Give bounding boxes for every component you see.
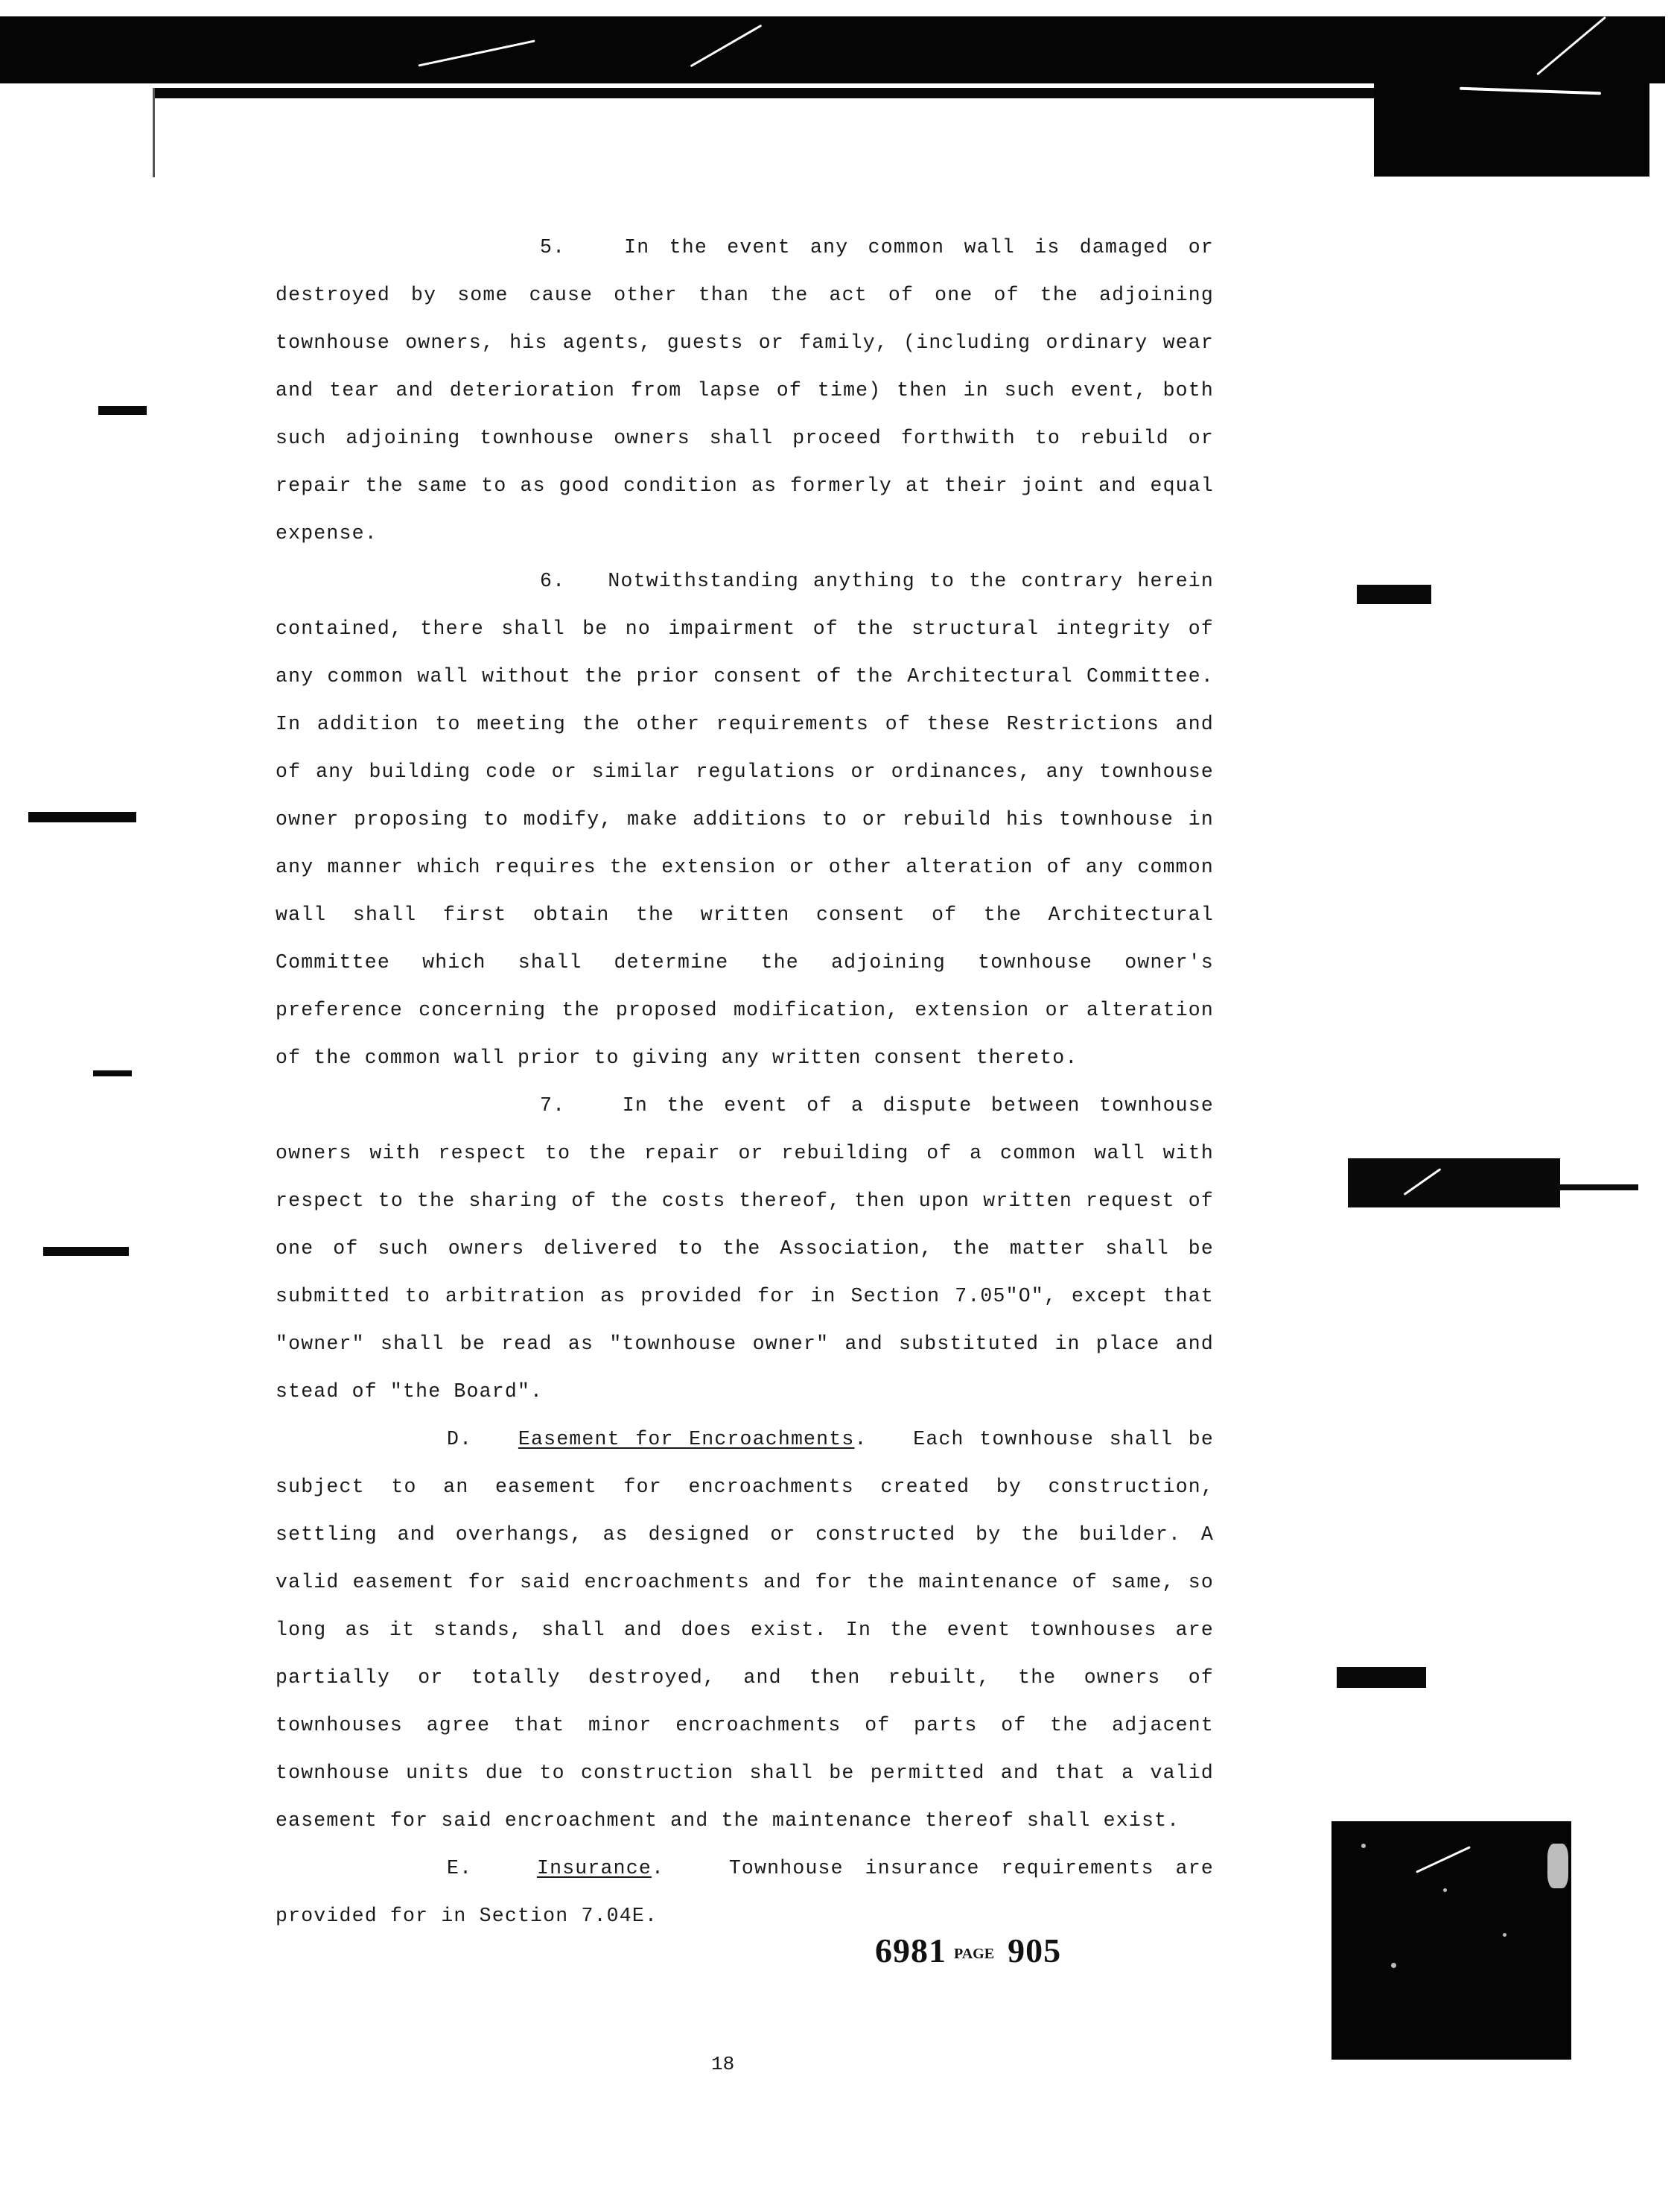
scan-speck (1443, 1888, 1447, 1892)
scan-scratch (1416, 1846, 1471, 1873)
scan-speck (1391, 1963, 1396, 1968)
section-e: E. Insurance. Townhouse insurance requirements are provided for in Section 7.04E. (276, 1857, 1214, 1927)
paragraph-5 (276, 223, 1214, 557)
section-letter: E. (447, 1857, 473, 1879)
section-heading: Easement for Encroachments (518, 1428, 855, 1450)
paragraph-text: In the event of a dispute between townhouse owners with respect to the repair or rebuilding of a common wall with respect to the sharing of the costs thereof, then upon written request of one of such owners delivered to the Association, the matter shall be submitted to arbitration as provided for in Section 7.05"O", except that "owner" shall be read as "townhouse owner" and substituted in place and stead of "the Board". (276, 1094, 1214, 1403)
section-letter: D. (447, 1428, 473, 1450)
scan-right-mark (1337, 1667, 1426, 1688)
scan-left-mark (28, 812, 136, 822)
paragraph-7 (276, 1082, 1214, 1415)
section-text: Each townhouse shall be subject to an easement for encroachments created by construction, settling and overhangs, as designed or constructed by the builder. A valid easement for said encroachments and for the maintenance of same, so long as it stands, shall and does exist. In the event townhouses are partially or totally destroyed, and then rebuilt, the owners of townhouses agree that minor encroachments of parts of the adjacent townhouse units due to construction shall be permitted and that a valid easement for said encroachment and the maintenance thereof shall exist. (276, 1428, 1214, 1832)
section-d: D. Easement for Encroachments. Each townhouse shall be subject to an easement for encroachments created by construction, settling and overhangs, as designed or constructed by the builder. A valid easement for said encroachments and for the maintenance of same, so long as it stands, shall and does exist. In the event townhouses are partially or totally destroyed, and then rebuilt, the owners of townhouses agree that minor encroachments of parts of the adjacent townhouse units due to construction shall be permitted and that a valid easement for said encroachment and the maintenance thereof shall exist. (276, 1428, 1214, 1832)
paragraph-text: Notwithstanding anything to the contrary herein contained, there shall be no impairment of the structural integrity of any common wall without the prior consent of the Architectural Committee. In addition to meeting the other requirements of these Restrictions and of any building code or similar regulations or ordinances, any townhouse owner proposing to modify, make additions to or rebuild his townhouse in any manner which requires the extension or other alteration of any common wall shall first obtain the written consent of the Architectural Committee which shall determine the adjoining townhouse owner's preference concerning the proposed modification, extension or alteration of the common wall prior to giving any written consent thereto. (276, 570, 1215, 1069)
scan-bottom-right-block (1331, 1821, 1571, 2060)
paragraph-number: 6. (540, 570, 566, 592)
stamp-page-number: 905 (1008, 1932, 1062, 1969)
scan-right-mark (1556, 1184, 1638, 1190)
section-text: Townhouse insurance requirements are provided for in Section 7.04E. (276, 1857, 1214, 1927)
scan-left-mark (98, 406, 147, 415)
scan-speck (1547, 1844, 1568, 1888)
scan-left-mark (43, 1247, 129, 1256)
paragraph-text: In the event any common wall is damaged or destroyed by some cause other than the act of one of the adjoining townhouse owners, his agents, guests or family, (including ordinary wear and tear and deterioration from lapse of time) then in such event, both such adjoining townhouse owners shall proceed forthwith to rebuild or repair the same to as good condition as formerly at their joint and equal expense. (276, 236, 1215, 545)
scan-page-frame-left (153, 88, 155, 177)
document-body (276, 223, 1214, 1940)
book-number: 6981 (875, 1932, 946, 1969)
scan-top-right-block (1374, 16, 1649, 177)
page-label: PAGE (954, 1945, 995, 1962)
scan-right-mark (1357, 585, 1431, 604)
paragraph-number: 7. (540, 1094, 566, 1117)
page-number: 18 (711, 2053, 735, 2075)
scan-right-mark (1348, 1158, 1560, 1207)
paragraph-6 (276, 557, 1214, 1082)
book-page-stamp (875, 1931, 1061, 1970)
scan-page-frame-top (153, 88, 1374, 98)
scan-speck (1361, 1844, 1366, 1848)
scan-left-mark (93, 1070, 132, 1076)
paragraph-number: 5. (540, 236, 566, 258)
section-heading: Insurance (537, 1857, 652, 1879)
scan-speck (1503, 1933, 1506, 1937)
